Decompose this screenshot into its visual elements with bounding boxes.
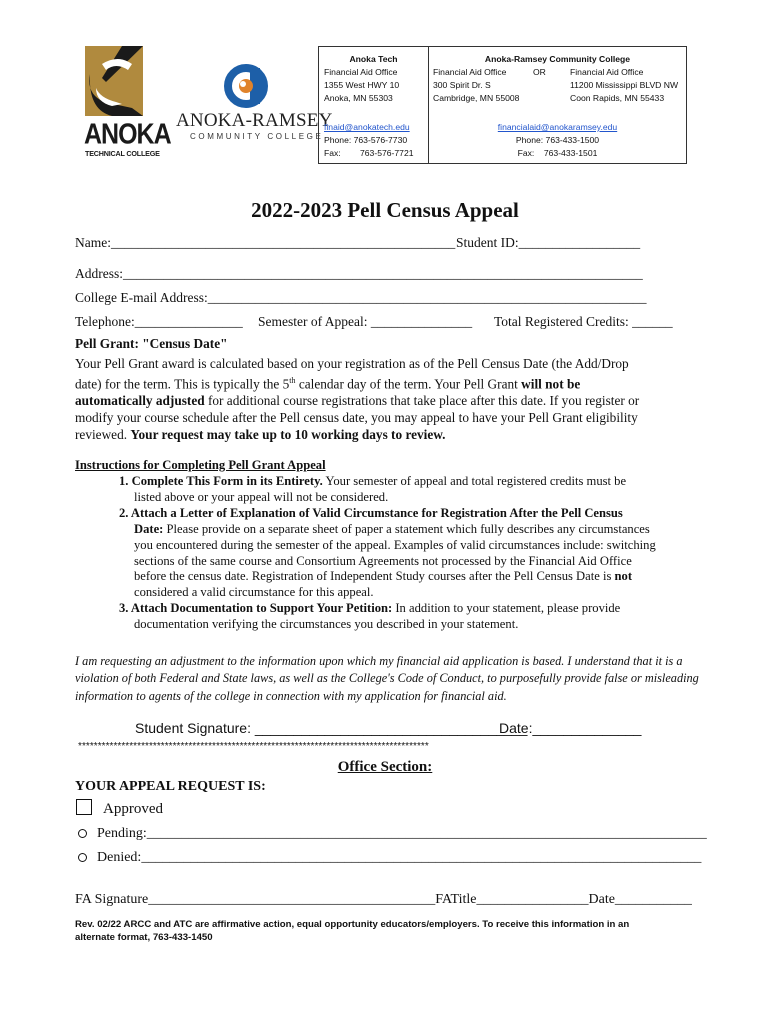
- anoka-tech-address: 1355 West HWY 10: [324, 80, 400, 90]
- anoka-tech-name: Anoka Tech: [349, 54, 398, 64]
- step-2-line-5-bold: not: [614, 569, 633, 584]
- separator-line: *****************************************************************************************: [78, 741, 429, 752]
- arcc-left-office: Financial Aid Office: [433, 67, 507, 77]
- student-id-field[interactable]: Student ID:__________________: [456, 235, 641, 250]
- pell-heading: Pell Grant: "Census Date": [75, 336, 228, 351]
- footer-line-2: alternate format, 763-433-1450: [75, 932, 213, 943]
- pell-line-4: modify your course schedule after the Pell census date, you may appeal to have your Pell Grant eligibility: [75, 410, 638, 426]
- pell-line-2: [75, 372, 695, 392]
- step-3-line-1: [119, 601, 699, 617]
- step-3-text: In addition to your statement, please provide: [392, 601, 621, 616]
- footer-note: [75, 918, 629, 944]
- step-1-title: 1. Complete This Form in its Entirety.: [119, 474, 323, 488]
- anoka-tech-city: Anoka, MN 55303: [324, 93, 393, 103]
- anoka-tech-fax-label: Fax:: [324, 148, 341, 158]
- instructions-heading: Instructions for Completing Pell Grant Appeal: [75, 458, 326, 472]
- step-2-line-3: you encountered during the semester of the appeal. Examples of valid circumstances include: switching: [134, 537, 656, 552]
- certification-line-1: I am requesting an adjustment to the information upon which my financial aid application is based. I understand that it is a: [75, 654, 683, 668]
- address-field[interactable]: Address:_____________________________________________________________________________: [75, 266, 643, 281]
- approved-checkbox[interactable]: [76, 799, 92, 815]
- page-title: 2022-2023 Pell Census Appeal: [251, 198, 519, 222]
- denied-radio[interactable]: [78, 853, 87, 862]
- approved-label: Approved: [103, 801, 163, 817]
- step-1-line-1: [119, 474, 699, 490]
- pell-line-3: [75, 392, 695, 409]
- arcc-phone: Phone: 763-433-1500: [515, 135, 600, 145]
- fa-signature-field[interactable]: FA Signature_________________________________________FATitle________________Date___________: [75, 892, 692, 907]
- name-field[interactable]: Name:___________________________________________________: [75, 235, 456, 250]
- pell-line-3-text: for additional course registrations that take place after this date. If you register or: [204, 393, 640, 409]
- arcc-fax: Fax: 763-433-1501: [517, 148, 598, 158]
- certification-line-3: information to agents of the college in connection with my application for financial aid.: [75, 688, 507, 703]
- step-2-line-5-text: before the census date. Registration of Independent Study courses after the Pell Census Date is: [134, 569, 615, 584]
- arcc-right-address: 11200 Mississippi BLVD NW: [570, 80, 679, 90]
- telephone-field[interactable]: Telephone:________________: [75, 314, 243, 329]
- pell-line-2b: calendar day of the term. Your Pell Grant: [295, 376, 522, 392]
- anoka-tech-office: Financial Aid Office: [324, 67, 398, 77]
- anoka-ramsey-logo: [172, 62, 333, 146]
- atc-logo-wordmark: ANOKA: [84, 118, 171, 151]
- anoka-tech-email-link[interactable]: finaid@anokatech.edu: [324, 122, 410, 132]
- step-3-line-2: documentation verifying the circumstances you described in your statement.: [134, 617, 519, 632]
- contact-info-box: [318, 46, 687, 164]
- anoka-technical-college-logo: [82, 44, 171, 162]
- arcc-logo-mark: [224, 62, 268, 110]
- pending-radio[interactable]: [78, 829, 87, 838]
- pell-line-2-bold: will not be: [521, 376, 581, 392]
- atc-logo-subtitle: TECHNICAL COLLEGE: [85, 149, 160, 158]
- credits-field[interactable]: Total Registered Credits: ______: [494, 314, 673, 329]
- anoka-tech-fax-number: 763-576-7721: [360, 148, 414, 158]
- pell-line-5: [75, 426, 695, 443]
- arcc-right-city: Coon Rapids, MN 55433: [570, 93, 665, 103]
- semester-field[interactable]: Semester of Appeal: _______________: [258, 314, 473, 329]
- arcc-left-address: 300 Spirit Dr. S: [433, 80, 491, 90]
- footer-line-1: Rev. 02/22 ARCC and ATC are affirmative action, equal opportunity educators/employers. To receive this information in an: [75, 919, 630, 930]
- arcc-logo-wordmark: ANOKA-RAMSEY: [176, 110, 333, 131]
- student-signature-field[interactable]: Student Signature: ___________________________________: [135, 720, 528, 736]
- signature-date-field[interactable]: Date:______________: [499, 720, 642, 736]
- college-email-field[interactable]: College E-mail Address:_________________________________________________________________: [75, 290, 647, 305]
- step-2-date-label: Date:: [134, 521, 164, 536]
- pell-line-5a: reviewed.: [75, 427, 131, 443]
- pending-field[interactable]: Pending:________________________________________________________________________________: [97, 826, 707, 841]
- arcc-or-label: OR: [533, 67, 546, 77]
- step-2-line-4: sections of the same course and Consortium Agreements not processed by the Financial Aid Office: [134, 553, 632, 568]
- step-3-title: 3. Attach Documentation to Support Your Petition:: [119, 601, 393, 616]
- certification-line-2: violation of both Federal and State laws, as well as the College's Code of Conduct, to purposefully provide false or misleading: [75, 671, 699, 686]
- step-2-title: 2. Attach a Letter of Explanation of Valid Circumstance for Registration After the Pell Census: [119, 505, 623, 520]
- arcc-logo-subtitle: COMMUNITY COLLEGE: [190, 132, 324, 141]
- step-1-text: Your semester of appeal and total registered credits must be: [322, 474, 627, 488]
- step-2-line-2: [119, 522, 699, 538]
- arcc-name: Anoka-Ramsey Community College: [484, 54, 631, 64]
- appeal-request-label: YOUR APPEAL REQUEST IS:: [75, 779, 266, 794]
- certification-statement: [75, 653, 699, 705]
- pell-line-1: Your Pell Grant award is calculated based on your registration as of the Pell Census Date (the Add/Drop: [75, 356, 629, 371]
- step-2-line-6: considered a valid circumstance for this appeal.: [134, 585, 374, 600]
- pell-line-2-sup: th: [289, 376, 296, 385]
- arcc-email-link[interactable]: financialaid@anokaramsey.edu: [497, 122, 618, 132]
- office-section-heading: Office Section:: [337, 759, 433, 775]
- anoka-tech-phone: Phone: 763-576-7730: [324, 135, 408, 145]
- pell-line-5-bold: Your request may take up to 10 working days to review.: [130, 427, 446, 443]
- pell-line-3-bold: automatically adjusted: [75, 393, 205, 409]
- pell-paragraph: [75, 355, 695, 443]
- arcc-left-city: Cambridge, MN 55008: [433, 93, 520, 103]
- pell-line-2a: date) for the term. This is typically the 5: [75, 376, 290, 392]
- step-2-line-5: [119, 569, 699, 585]
- instructions-list: [119, 474, 699, 633]
- step-1-line-2: listed above or your appeal will not be considered.: [134, 489, 389, 504]
- denied-field[interactable]: Denied:________________________________________________________________________________: [97, 850, 702, 865]
- arcc-right-office: Financial Aid Office: [570, 67, 644, 77]
- step-2-line-2-text: Please provide on a separate sheet of paper a statement which fully describes any circumstances: [163, 521, 650, 536]
